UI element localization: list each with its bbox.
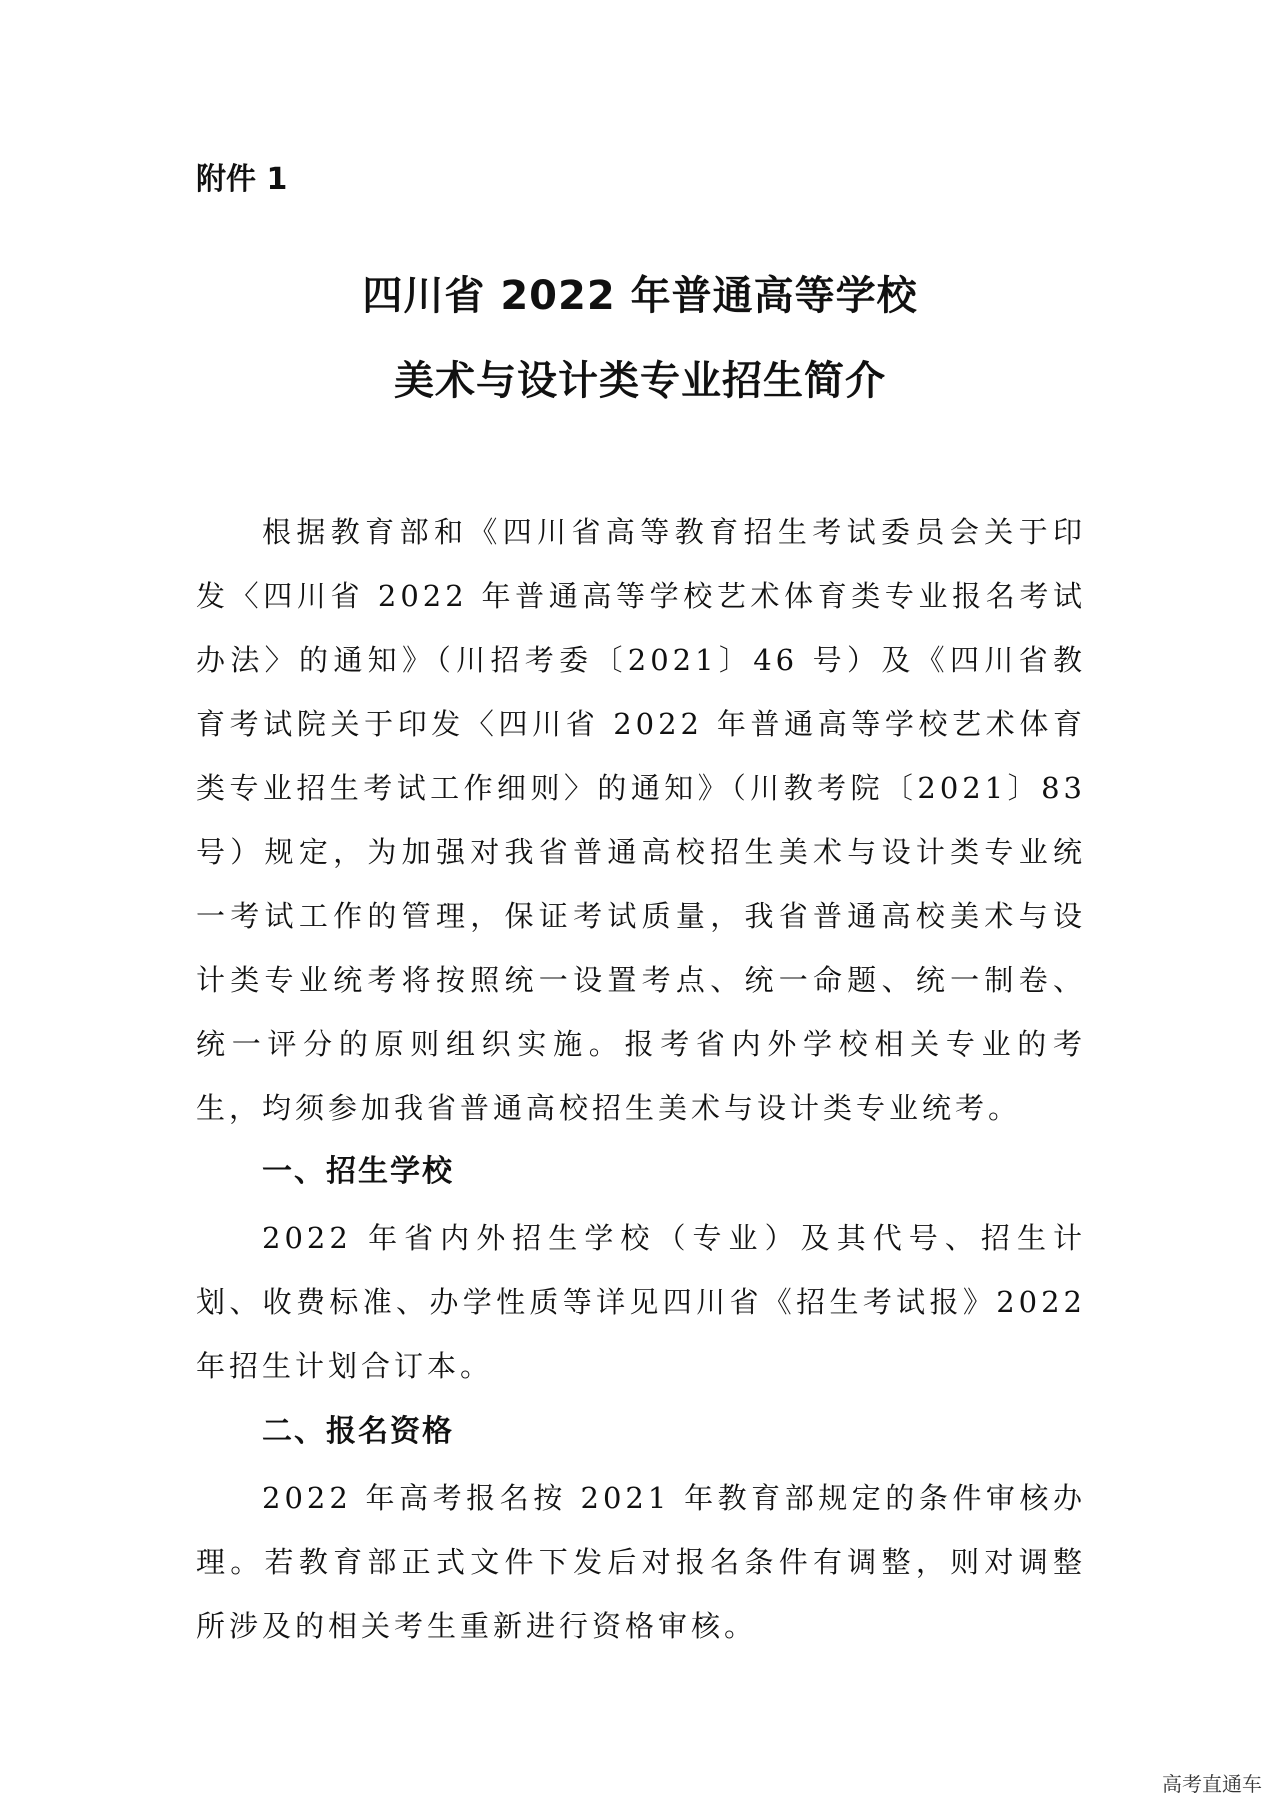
watermark: 高考直通车 [1162, 1772, 1262, 1796]
section2-paragraph: 2022 年高考报名按 2021 年教育部规定的条件审核办理。若教育部正式文件下发后对报名条件有调整，则对调整所涉及的相关考生重新进行资格审核。 [196, 1481, 1086, 1643]
document-title-line2: 美术与设计类专业招生简介 [394, 358, 886, 404]
section1-heading: 一、招生学校 [262, 1154, 454, 1189]
section1-paragraph: 2022 年省内外招生学校（专业）及其代号、招生计划、收费标准、办学性质等详见四川省《招生考试报》2022 年招生计划合订本。 [196, 1221, 1086, 1383]
document-title-line1: 四川省 2022 年普通高等学校 [362, 273, 918, 319]
attachment-label: 附件 1 [196, 162, 288, 197]
intro-paragraph: 根据教育部和《四川省高等教育招生考试委员会关于印发〈四川省 2022 年普通高等学校艺术体育类专业报名考试办法〉的通知》（川招考委〔2021〕46 号）及《四川省教育考试院关于印发〈四川省 2022 年普通高等学校艺术体育类专业招生考试工作细则〉的通知》（川教考院〔2021〕83 号）规定，为加强对我省普通高校招生美术与设计类专业统一考试工作的管理，保证考试质量，我省普通高校美术与设计类专业统考将按照统一设置考点、统一命题、统一制卷、统一评分的原则组织实施。报考省内外学校相关专业的考生，均须参加我省普通高校招生美术与设计类专业统考。 [196, 515, 1086, 1125]
section2-heading: 二、报名资格 [262, 1414, 454, 1449]
